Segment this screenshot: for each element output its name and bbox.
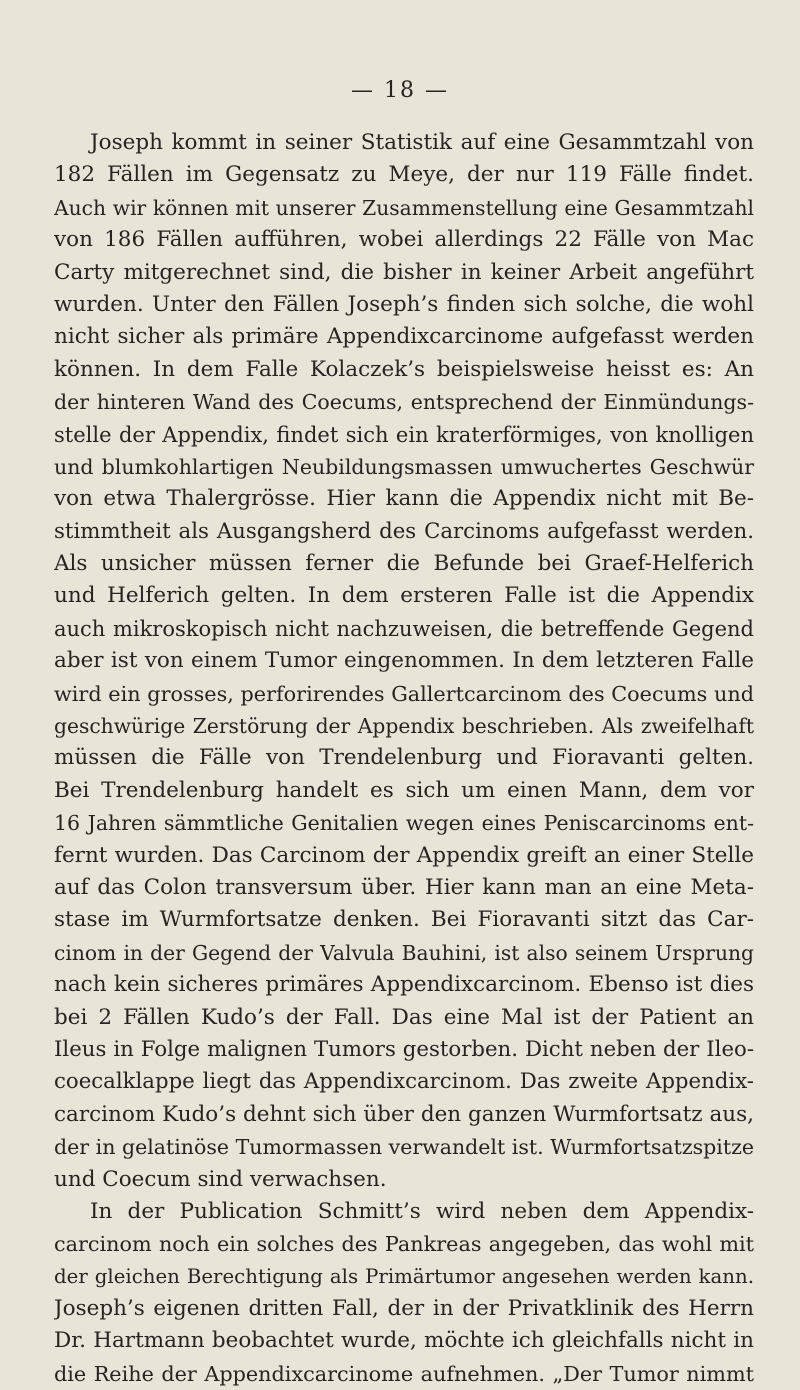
text-line: und Coecum sind verwachsen. xyxy=(54,1166,387,1192)
text-line: der gleichen Berechtigung als Primärtumor angesehen werden kann. xyxy=(54,1264,754,1288)
text-line: 182 Fällen im Gegensatz zu Meye, der nur 119 Fälle findet. xyxy=(54,162,754,188)
text-line: Joseph’s eigenen dritten Fall, der in der Privatklinik des Herrn xyxy=(54,1296,754,1322)
text-line: Auch wir können mit unserer Zusammenstellung eine Gesammtzahl xyxy=(54,195,754,220)
text-line: können. In dem Falle Kolaczek’s beispielsweise heisst es: An xyxy=(54,356,754,382)
text-line: wurden. Unter den Fällen Joseph’s finden sich solche, die wohl xyxy=(54,291,754,317)
text-line: carcinom noch ein solches des Pankreas angegeben, das wohl mit xyxy=(54,1232,754,1257)
text-line: und blumkohlartigen Neubildungsmassen umwuchertes Geschwür xyxy=(54,454,754,479)
text-line: bei 2 Fällen Kudo’s der Fall. Das eine Mal ist der Patient an xyxy=(54,1004,754,1030)
text-line: und Helferich gelten. In dem ersteren Falle ist die Appendix xyxy=(54,583,754,609)
body-text xyxy=(54,127,754,1390)
text-line: In der Publication Schmitt’s wird neben dem Appendix- xyxy=(90,1198,754,1224)
text-line: die Reihe der Appendixcarcinome aufnehmen. „Der Tumor nimmt xyxy=(54,1361,754,1386)
text-line: Bei Trendelenburg handelt es sich um einen Mann, dem vor xyxy=(54,777,754,803)
text-line: der hinteren Wand des Coecums, entsprechend der Einmündungs- xyxy=(54,390,754,415)
text-line: wird ein grosses, perforirendes Gallertcarcinom des Coecums und xyxy=(54,681,754,706)
text-line: aber ist von einem Tumor eingenommen. In dem letzteren Falle xyxy=(54,648,754,674)
text-line: der in gelatinöse Tumormassen verwandelt ist. Wurmfortsatzspitze xyxy=(54,1135,754,1160)
text-line: Dr. Hartmann beobachtet wurde, möchte ich gleichfalls nicht in xyxy=(54,1328,754,1354)
text-line: Carty mitgerechnet sind, die bisher in keiner Arbeit angeführt xyxy=(54,259,754,285)
text-line: stimmtheit als Ausgangsherd des Carcinoms aufgefasst werden. xyxy=(54,518,754,544)
text-line: cinom in der Gegend der Valvula Bauhini, ist also seinem Ursprung xyxy=(54,940,754,965)
text-line: nicht sicher als primäre Appendixcarcinome aufgefasst werden xyxy=(54,324,754,350)
text-line: fernt wurden. Das Carcinom der Appendix greift an einer Stelle xyxy=(54,842,754,868)
text-line: auch mikroskopisch nicht nachzuweisen, die betreffende Gegend xyxy=(54,616,754,641)
text-line: Joseph kommt in seiner Statistik auf eine Gesammtzahl von xyxy=(90,130,754,155)
text-line: Als unsicher müssen ferner die Befunde bei Graef-Helferich xyxy=(54,551,754,577)
text-line: stase im Wurmfortsatze denken. Bei Fioravanti sitzt das Car- xyxy=(54,907,754,933)
text-line: 16 Jahren sämmtliche Genitalien wegen eines Peniscarcinoms ent- xyxy=(54,811,754,836)
text-line: auf das Colon transversum über. Hier kann man an eine Meta- xyxy=(54,874,754,900)
text-line: stelle der Appendix, findet sich ein kraterförmiges, von knolligen xyxy=(54,422,754,447)
text-line: coecalklappe liegt das Appendixcarcinom. Das zweite Appendix- xyxy=(54,1069,754,1095)
text-line: Ileus in Folge malignen Tumors gestorben. Dicht neben der Ileo- xyxy=(54,1036,754,1062)
page-number: — 18 — xyxy=(351,78,449,103)
text-line: geschwürige Zerstörung der Appendix beschrieben. Als zweifelhaft xyxy=(54,714,754,739)
text-line: müssen die Fälle von Trendelenburg und Fioravanti gelten. xyxy=(54,745,754,771)
text-line: nach kein sicheres primäres Appendixcarcinom. Ebenso ist dies xyxy=(54,972,754,998)
text-line: von etwa Thalergrösse. Hier kann die Appendix nicht mit Be- xyxy=(54,486,754,512)
text-line: carcinom Kudo’s dehnt sich über den ganzen Wurmfortsatz aus, xyxy=(54,1101,754,1127)
text-line: von 186 Fällen aufführen, wobei allerdings 22 Fälle von Mac xyxy=(54,227,754,253)
